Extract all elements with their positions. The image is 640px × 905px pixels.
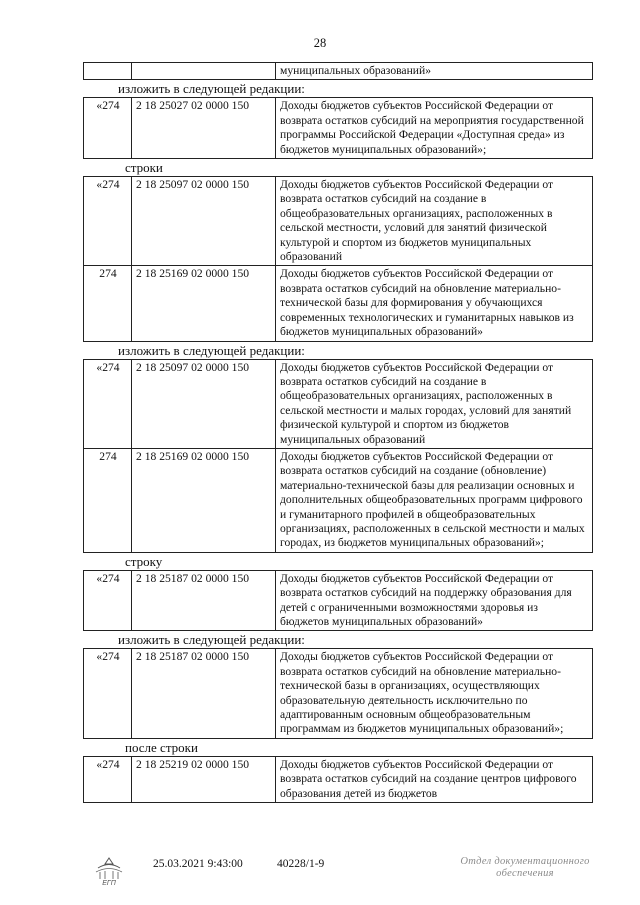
admin-code-cell: «274 (84, 359, 132, 448)
document-body (83, 62, 593, 803)
stamp-line-1: Отдел документационного (460, 856, 590, 867)
page-number: 28 (313, 36, 327, 50)
revenue-code-table (83, 570, 593, 632)
revenue-code-table (83, 756, 593, 803)
amendment-instruction: строку (125, 553, 163, 569)
revenue-description-cell: муниципальных образований» (276, 63, 593, 80)
table-row (84, 570, 593, 631)
revenue-code-cell (132, 63, 276, 80)
revenue-description-cell: Доходы бюджетов субъектов Российской Федерации от возврата остатков субсидий на создание центров цифрового образования детей из бюджетов (276, 756, 593, 802)
revenue-code-cell: 2 18 25187 02 0000 150 (132, 649, 276, 738)
admin-code-cell: «274 (84, 649, 132, 738)
revenue-description-cell: Доходы бюджетов субъектов Российской Федерации от возврата остатков субсидий на мероприятия государственной программы Российской Федерации «Доступная среда» из бюджетов муниципальных образований»; (276, 98, 593, 159)
table-row (84, 63, 593, 80)
table-row (84, 649, 593, 738)
admin-code-cell: 274 (84, 266, 132, 341)
revenue-code-table (83, 97, 593, 159)
revenue-code-cell: 2 18 25187 02 0000 150 (132, 570, 276, 631)
revenue-code-table (83, 648, 593, 738)
admin-code-cell: 274 (84, 448, 132, 552)
revenue-code-cell: 2 18 25219 02 0000 150 (132, 756, 276, 802)
footer-doc-code: 40228/1-9 (277, 858, 325, 870)
revenue-code-cell: 2 18 25097 02 0000 150 (132, 177, 276, 266)
table-row (84, 448, 593, 552)
revenue-code-cell: 2 18 25169 02 0000 150 (132, 448, 276, 552)
revenue-description-cell: Доходы бюджетов субъектов Российской Федерации от возврата остатков субсидий на поддержку образования для детей с ограниченными возможностями здоровья из бюджетов муниципальных образований» (276, 570, 593, 631)
revenue-description-cell: Доходы бюджетов субъектов Российской Федерации от возврата остатков субсидий на создание в общеобразовательных организациях, расположенных в сельской местности и малых городах, условий для занятий физической культурой и спортом из бюджетов муниципальных образований (276, 359, 593, 448)
seal-logo-icon (92, 856, 126, 886)
table-row (84, 756, 593, 802)
revenue-description-cell: Доходы бюджетов субъектов Российской Федерации от возврата остатков субсидий на обновление материально-технической базы для формирования у обучающихся современных технологических и гуманитарных навыков из бюджетов муниципальных образований» (276, 266, 593, 341)
revenue-code-cell: 2 18 25097 02 0000 150 (132, 359, 276, 448)
stamp-line-2: обеспечения (496, 868, 554, 879)
page-footer (0, 856, 640, 896)
revenue-code-cell: 2 18 25169 02 0000 150 (132, 266, 276, 341)
revenue-description-cell: Доходы бюджетов субъектов Российской Федерации от возврата остатков субсидий на обновление материально-технической базы в организациях, осуществляющих образовательную деятельность исключительно по адаптированным основным общеобразовательным программам из бюджетов муниципальных образований»; (276, 649, 593, 738)
amendment-instruction: после строки (125, 739, 198, 755)
admin-code-cell: «274 (84, 570, 132, 631)
footer-datetime: 25.03.2021 9:43:00 (153, 858, 243, 870)
admin-code-cell: «274 (84, 756, 132, 802)
revenue-code-cell: 2 18 25027 02 0000 150 (132, 98, 276, 159)
revenue-description-cell: Доходы бюджетов субъектов Российской Федерации от возврата остатков субсидий на создание в общеобразовательных организациях, расположенных в сельской местности, условий для занятий физической культурой и спортом из бюджетов муниципальных образований (276, 177, 593, 266)
amendment-instruction: строки (125, 160, 163, 176)
revenue-code-table (83, 359, 593, 553)
table-row (84, 359, 593, 448)
admin-code-cell: «274 (84, 177, 132, 266)
seal-logo-text: ЕГП (102, 880, 116, 886)
revenue-code-table (83, 176, 593, 341)
table-row (84, 266, 593, 341)
amendment-instruction: изложить в следующей редакции: (118, 342, 305, 358)
amendment-instruction: изложить в следующей редакции: (118, 632, 305, 648)
admin-code-cell (84, 63, 132, 80)
revenue-description-cell: Доходы бюджетов субъектов Российской Федерации от возврата остатков субсидий на создание (обновление) материально-технической базы для реализации основных и дополнительных общеобразовательных программ цифрового и гуманитарного профилей в общеобразовательных организациях, расположенных в сельской местности и малых городах, из бюджетов муниципальных образований»; (276, 448, 593, 552)
table-row (84, 177, 593, 266)
table-row (84, 98, 593, 159)
amendment-instruction: изложить в следующей редакции: (118, 81, 305, 97)
department-stamp (440, 856, 610, 880)
admin-code-cell: «274 (84, 98, 132, 159)
revenue-code-table (83, 62, 593, 80)
